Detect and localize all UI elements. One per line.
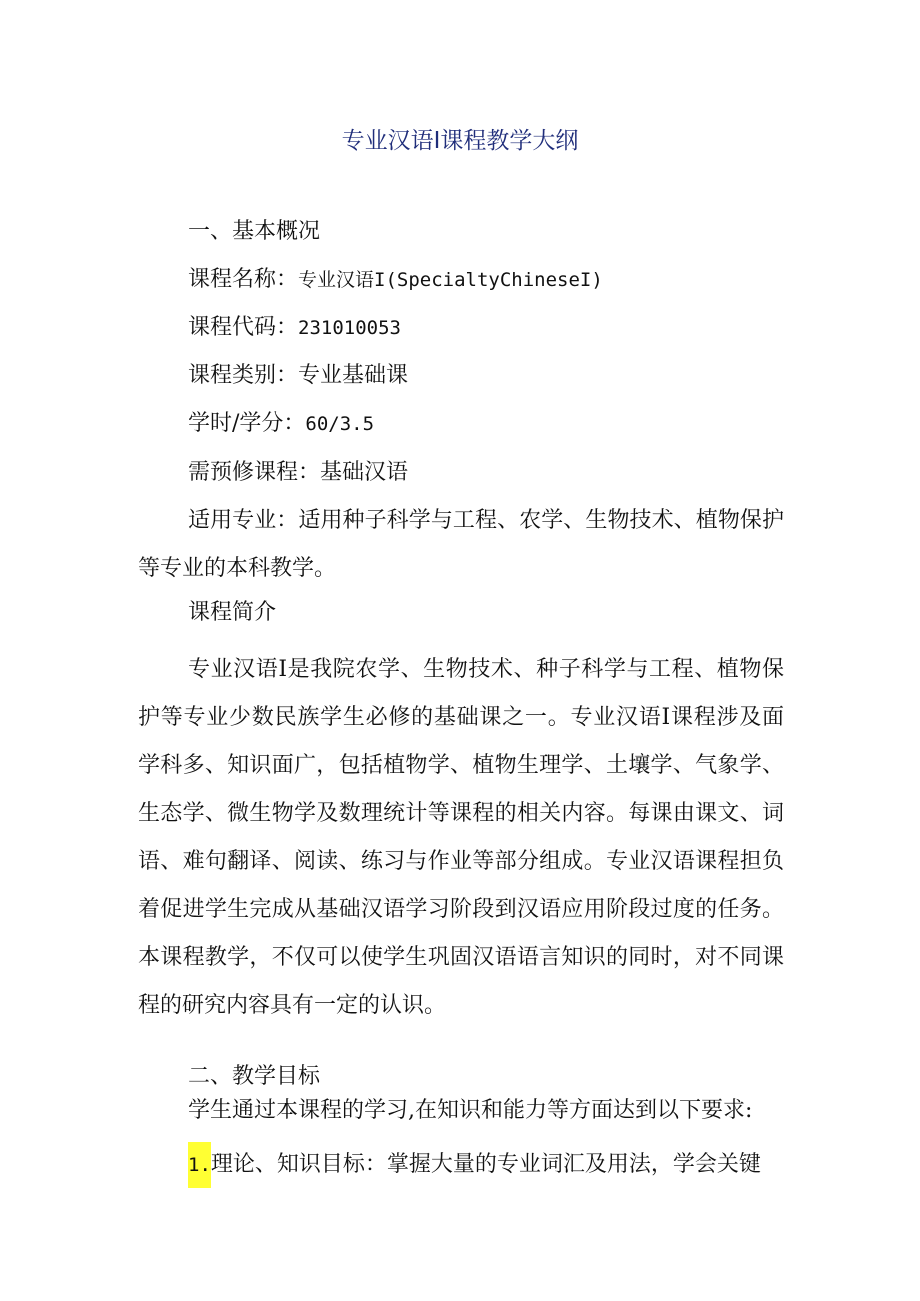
applicable-majors-paragraph: 适用专业：适用种子科学与工程、农学、生物技术、植物保护等专业的本科教学。 [138, 508, 784, 581]
hours-value: 60/3.5 [305, 413, 375, 435]
prereq-value: 基础汉语 [320, 460, 409, 485]
course-name-label: 课程名称： [188, 267, 299, 292]
hours-row [188, 409, 374, 439]
course-type-value: 专业基础课 [298, 363, 409, 388]
objective-item-1-number: 1. [188, 1142, 211, 1188]
intro-heading: 课程简介 [188, 600, 277, 625]
section1-heading: 一、基本概况 [188, 219, 321, 244]
course-code-label: 课程代码： [188, 315, 299, 340]
objective-item-1-text: 理论、知识目标：掌握大量的专业词汇及用法，学会关键 [210, 1152, 761, 1177]
course-code-row [188, 313, 401, 343]
intro-paragraph: 专业汉语I是我院农学、生物技术、种子科学与工程、植物保护等专业少数民族学生必修的基础课之一。专业汉语I课程涉及面学科多、知识面广，包括植物学、植物生理学、土壤学、气象学、生态学、微生物学及数理统计等课程的相关内容。每课由课文、词语、难句翻译、阅读、练习与作业等部分组成。专业汉语课程担负着促进学生完成从基础汉语学习阶段到汉语应用阶段过度的任务。本课程教学，不仅可以使学生巩固汉语语言知识的同时，对不同课程的研究内容具有一定的认识。 [138, 657, 784, 1018]
document-title: 专业汉语I课程教学大纲 [341, 128, 579, 154]
course-code-value: 231010053 [298, 317, 401, 339]
course-name-row [188, 265, 603, 295]
course-type-row [188, 361, 408, 391]
prereq-row [188, 458, 408, 488]
hours-label: 学时/学分： [188, 411, 306, 436]
course-name-value: 专业汉语I(SpecialtyChineseI) [298, 269, 603, 291]
section2-intro: 学生通过本课程的学习,在知识和能力等方面达到以下要求: [188, 1098, 753, 1123]
section2-heading: 二、教学目标 [188, 1064, 321, 1089]
prereq-label: 需预修课程： [188, 460, 321, 485]
course-type-label: 课程类别： [188, 363, 299, 388]
objective-item-1 [188, 1142, 761, 1188]
